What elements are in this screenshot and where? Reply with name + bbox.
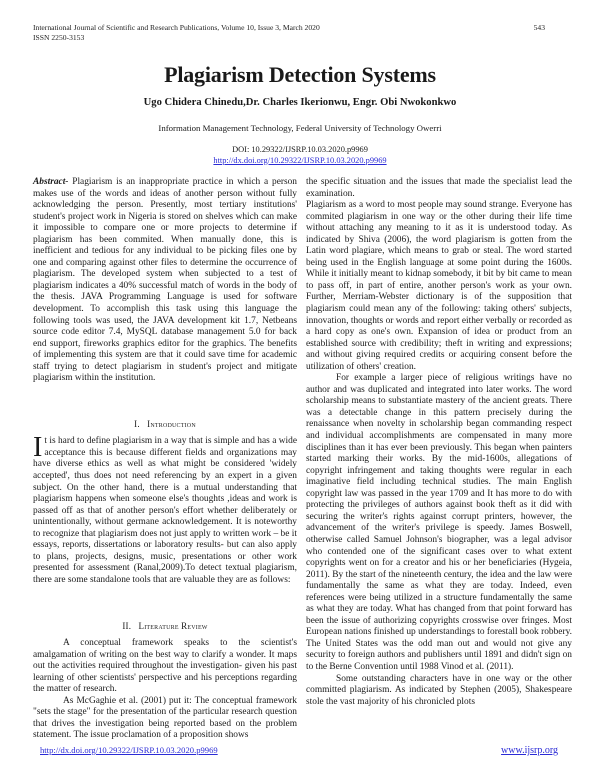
doi-text: DOI: 10.29322/IJSRP.10.03.2020.p9969 [232, 145, 368, 154]
footer-site-link[interactable]: www.ijsrp.org [501, 745, 558, 756]
literature-paragraph: As McGaghie et al. (2001) put it: The conceptual framework "sets the stage" for the presentation of the particular research question that drives the investigation being reported based on the problem statement. The issue proclamation of a proposition shows [33, 695, 297, 741]
body-paragraph: the specific situation and the issues that made the specialist lead the examination. [306, 177, 572, 199]
doi-block [0, 145, 600, 166]
body-paragraph: Plagiarism as a word to most people may sound strange. Everyone has commited plagiarism in one way or the other during their life time without attaching any meaning to it as it is understood today. As indicated by Shiva (2006), the word plagiarism is gotten from the Latin word plagiare, which means to grab or steal. The word started being used in the English language at some point during the 1600s. While it initially meant to kidnap somebody, it bit by bit came to mean to pass off, in part of entire, another person's work as your own. Further, Merriam-Webster dictionary is of the supposition that plagiarism could mean any of the following: taking others' subjects, innovation, thoughts or words and report either verbally or recorded as a hard copy as one's own. Expansion of idea or product from an established source with credibility; theft in writing and expressions; and without giving required credits or acquiring consent before the utilization of others' creation. [306, 200, 572, 372]
drop-cap: I [33, 432, 43, 464]
paper-title: Plagiarism Detection Systems [164, 62, 436, 87]
right-column [306, 177, 572, 708]
doi-link[interactable]: http://dx.doi.org/10.29322/IJSRP.10.03.2020.p9969 [213, 155, 387, 165]
abstract-text: Plagiarism is an inappropriate practice in which a person makes use of the words and ideas of another person without fully acknowledging the person. Presently, most tertiary institutions' student's project work in Nigeria is stored on shelves which can make it impossible to compare one or more projects to determine if plagiarism has been commited. When manually done, this is inefficient and tedious for any individual to be picking files one by one and comparing against other files to determine the occurrence of plagiarism. The developed system when subjected to a test of plagiarism indicates a 40% successful match of words in the body of the thesis. JAVA Programming Language is used for software development. To accomplish this task using this language the following tools was used, the JAVA development kit 1.7, Netbeans source code editor 7.4, MySQL database management 5.0 for back end support, fireworks graphics editor for the graphics. The benefits of implementing this system are that it could save time for academic staff trying to detect plagiarism in student's project and mitigate plagiarism within the institution. [33, 177, 297, 384]
section-heading-introduction [33, 419, 297, 431]
running-header [33, 23, 320, 42]
issn: ISSN 2250-3153 [33, 32, 85, 42]
section-number: II. [122, 620, 132, 631]
introduction-paragraph [33, 432, 297, 586]
author-affiliation: Information Management Technology, Federal University of Technology Owerri [158, 123, 442, 133]
body-paragraph: For example a larger piece of religious writings have no author and was duplicated and integrated into later works. The word scholarship means to substantiate mastery of the ancient greats. There was a detectable change in this pattern precisely during the renaissance when novelty in scholarship began commanding respect and individual accomplishments are compensated in many more disciplines than it has ever been previously. This began when painters started marking their works. By the mid-1600s, allegations of copyright infringement and taking thoughts were regular in each imaginative field including technical studies. The main English copyright law was passed in the year 1709 and It has more to do with protecting the privileges of authors against book theft as it did with securing the writer's rights against corrupt printers, however, the advancement of the writer's privilege is speedy. James Boswell, otherwise called Samuel Johnson's biographer, was a legal advisor who contended one of the significant cases over to what extent copyrights went on for a creator and his or her beneficiaries (Hygeia, 2011). By the start of the nineteenth century, the idea and the law were fundamentally the same as what they are today. Indeed, even references were being utilized in a structure fundamentally the same as what they are today. What has changed from that point forward has been the issue of authorizing copyrights crosswise over fringes. Most European nations finished up understandings to forestall book robbery. The United States was the odd man out and would not give any security to foreign authors and publishers until 1891 and didn't sign on to the Berne Convention until 1988 Vinod et al. (2011). [306, 373, 572, 672]
abstract [33, 177, 297, 385]
journal-name: International Journal of Scientific and Research Publications, Volume 10, Issue 3, March 2020 [33, 23, 320, 32]
body-paragraph: Some outstanding characters have in one way or the other committed plagiarism. As indicated by Stephen (2005), Shakespeare stole the vast majority of his chronicled plots [306, 673, 572, 707]
introduction-text: t is hard to define plagiarism in a way that is simple and has a wide acceptance this is because different fields and organizations may have diverse ethics as well as what might be considered 'widely accepted', thus does not need referencing by an expert in a given subject. On the other hand, there is a mutual understanding that plagiarism happens when someone else's thoughts ,ideas and work is passed off as that of another person's effort whether deliberately or unintentionally, without germane acknowledgement. It is noteworthy to recognize that plagiarism does not just apply to written work – be it essays, reports, dissertations or laboratory results- but can also apply to plans, projects, designs, music, presentations or other work presented for assessment (Ranal,2009).To detect textual plagiarism, there are some standalone tools that are valuable they are as follows: [33, 436, 297, 585]
section-title: Literature Review [138, 620, 208, 631]
paper-authors: Ugo Chidera Chinedu,Dr. Charles Ikerionwu, Engr. Obi Nwokonkwo [143, 97, 457, 108]
abstract-label: Abstract- [33, 177, 69, 187]
left-column [33, 177, 297, 742]
section-number: I. [134, 418, 140, 429]
section-title: Introduction [147, 418, 196, 429]
footer-doi-link[interactable]: http://dx.doi.org/10.29322/IJSRP.10.03.2020.p9969 [40, 745, 218, 755]
literature-paragraph: A conceptual framework speaks to the scientist's amalgamation of writing on the best way to clarify a wonder. It maps out the activities required throughout the investigation- given his past learning of other scientists' perspective and his perceptions regarding the matter of research. [33, 638, 297, 695]
section-heading-literature-review [33, 621, 297, 633]
page-number: 543 [533, 23, 545, 32]
